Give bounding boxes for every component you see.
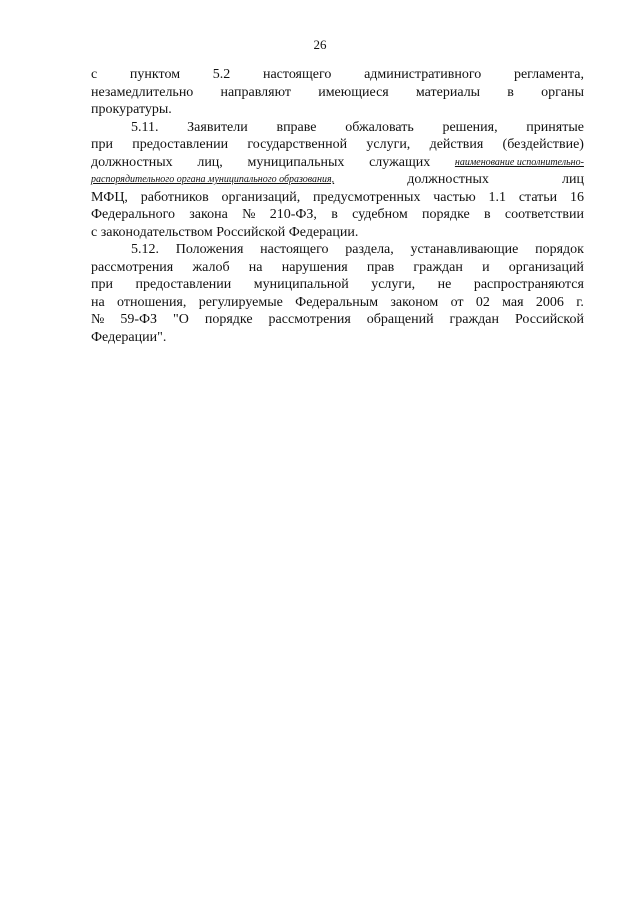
- text-line: [91, 329, 584, 347]
- word: административного: [364, 67, 482, 82]
- word: рассмотрения: [268, 312, 351, 327]
- word: обжаловать: [345, 119, 414, 135]
- word: пунктом: [129, 67, 181, 82]
- word: распространяются: [473, 277, 584, 292]
- word: частью: [433, 189, 476, 205]
- word: организаций: [508, 259, 584, 275]
- word: 2006: [535, 294, 564, 310]
- word: Федерального: [91, 207, 176, 222]
- word: органы: [541, 84, 584, 100]
- word: муниципальной: [253, 277, 349, 292]
- word: мая: [502, 294, 524, 310]
- word: №: [91, 312, 105, 327]
- word: работников: [140, 189, 209, 205]
- word: законом: [390, 294, 439, 310]
- word: с: [91, 67, 98, 82]
- word: порядке: [204, 312, 253, 327]
- word: Российской: [514, 312, 584, 327]
- word: лиц,: [197, 154, 223, 170]
- word: материалы: [415, 84, 481, 100]
- word: в: [484, 207, 491, 222]
- word: муниципальных: [247, 154, 345, 170]
- word: 5.11.: [131, 119, 159, 135]
- placeholder-text: распорядительного органа муниципального образования,: [91, 174, 335, 185]
- word: должностных: [407, 172, 489, 187]
- word: регламента,: [513, 67, 584, 82]
- word: 02: [475, 294, 490, 310]
- word: граждан: [413, 259, 463, 275]
- word: судебном: [352, 207, 408, 222]
- word: на: [91, 294, 105, 310]
- word: услуги,: [366, 137, 411, 152]
- word: при: [91, 137, 113, 152]
- text-line: [91, 206, 584, 224]
- word: лиц: [562, 172, 584, 187]
- word: рассмотрения: [91, 259, 174, 275]
- word: предоставлении: [132, 137, 229, 152]
- word: предоставлении: [135, 277, 232, 292]
- word: и: [482, 259, 490, 275]
- text-line: [91, 171, 584, 189]
- text-line: [91, 311, 584, 329]
- placeholder-text: наименование исполнительно-: [454, 156, 584, 168]
- word: с законодательством Российской Федерации.: [91, 224, 359, 240]
- word: Федерации".: [91, 329, 167, 345]
- word: (бездействие): [502, 137, 584, 152]
- word: имеющиеся: [318, 84, 389, 100]
- word: в: [507, 84, 514, 100]
- word: статьи: [518, 189, 558, 205]
- text-line: [91, 241, 584, 259]
- word: обращений: [366, 312, 434, 327]
- word: государственной: [247, 137, 348, 152]
- word: настоящего: [260, 242, 329, 257]
- text-line: [91, 189, 584, 207]
- word: решения,: [442, 119, 498, 135]
- word: 5.12.: [131, 242, 159, 257]
- word: направляют: [220, 84, 291, 100]
- word: незамедлительно: [91, 84, 194, 100]
- word: служащих: [369, 154, 431, 170]
- word: при: [91, 277, 113, 292]
- word: жалоб: [192, 259, 230, 275]
- word: вправе: [276, 119, 317, 135]
- word: граждан: [449, 312, 500, 327]
- word: 59-ФЗ: [120, 312, 158, 327]
- text-line: [91, 101, 584, 119]
- text-line: [91, 119, 584, 137]
- word: порядке: [422, 207, 470, 222]
- word: регулируемые: [198, 294, 283, 310]
- word: "О: [173, 312, 189, 327]
- word: принятые: [526, 119, 584, 135]
- text-line: [91, 259, 584, 277]
- word: г.: [576, 294, 584, 310]
- word: 5.2: [212, 67, 231, 82]
- word: отношения,: [117, 294, 187, 310]
- word: на: [248, 259, 263, 275]
- text-line: [91, 294, 584, 312]
- document-body: [91, 66, 584, 346]
- page-number: 26: [313, 37, 327, 52]
- word: нарушения: [281, 259, 348, 275]
- word: №: [242, 207, 256, 222]
- text-line: [91, 276, 584, 294]
- word: действия: [429, 137, 484, 152]
- word: Заявители: [187, 119, 248, 135]
- word: 16: [570, 189, 584, 205]
- word: прокуратуры.: [91, 102, 172, 117]
- word: настоящего: [262, 67, 332, 82]
- text-line: [91, 136, 584, 154]
- word: МФЦ,: [91, 189, 128, 205]
- text-line: [91, 154, 584, 172]
- word: устанавливающие: [410, 242, 519, 257]
- word: закона: [189, 207, 228, 222]
- word: предусмотренных: [313, 189, 421, 205]
- word: Федеральным: [295, 294, 379, 310]
- word: порядок: [535, 242, 584, 257]
- word: 1.1: [488, 189, 507, 205]
- word: 210-ФЗ,: [269, 207, 317, 222]
- word: прав: [366, 259, 395, 275]
- word: организаций,: [221, 189, 301, 205]
- word: раздела,: [345, 242, 394, 257]
- word: Положения: [175, 242, 244, 257]
- text-line: [91, 66, 584, 84]
- word: должностных: [91, 154, 173, 170]
- text-line: [91, 224, 584, 242]
- text-line: [91, 84, 584, 102]
- word: не: [437, 277, 452, 292]
- word: в: [331, 207, 338, 222]
- word: от: [450, 294, 464, 310]
- word: услуги,: [371, 277, 416, 292]
- word: соответствии: [504, 207, 584, 222]
